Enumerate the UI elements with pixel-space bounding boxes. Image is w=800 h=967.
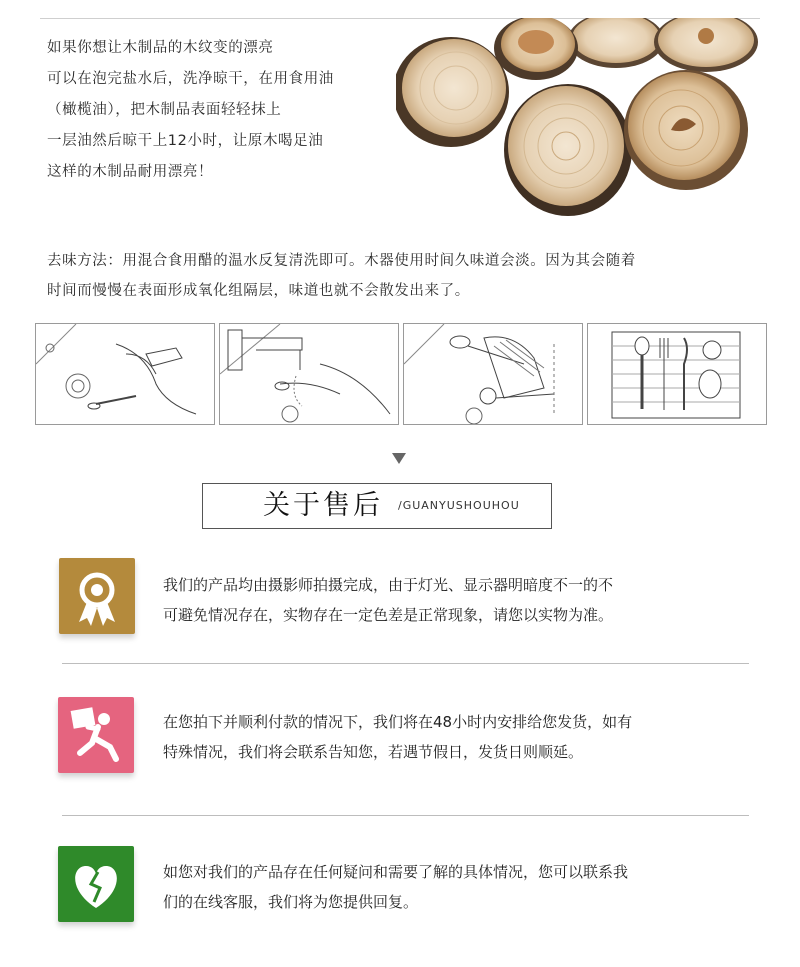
section-title: 关于售后: [263, 490, 383, 521]
delivery-courier-icon: [58, 697, 134, 773]
info-line: 们的在线客服，我们将为您提供回复。: [163, 893, 419, 911]
tips-line: 如果你想让木制品的木纹变的漂亮: [47, 40, 274, 56]
tips-line: （橄榄油），把木制品表面轻轻抹上: [47, 102, 282, 118]
tips-line: 这样的木制品耐用漂亮！: [47, 164, 214, 180]
broken-heart-icon: [58, 846, 134, 922]
step-illustration-3: [403, 323, 583, 425]
after-sales-title-box: [202, 483, 552, 529]
cleaning-steps-illustrations: [35, 323, 767, 425]
info-line: 特殊情况，我们将会联系告知您，若遇节假日，发货日则顺延。: [163, 743, 584, 761]
odor-line: 去味方法：用混合食用醋的温水反复清洗即可。木器使用时间久味道会淡。因为其会随着: [47, 253, 636, 269]
odor-line: 时间而慢慢在表面形成氧化组隔层，味道也就不会散发出来了。: [47, 283, 470, 299]
step-illustration-2: [219, 323, 399, 425]
odor-removal-text: [47, 246, 767, 306]
tips-line: 可以在泡完盐水后，洗净晾干，在用食用油: [47, 71, 334, 87]
section-divider: [62, 663, 749, 664]
arrow-down-icon: [392, 453, 406, 464]
wood-care-tips: [47, 33, 417, 188]
info-item-color-difference: [163, 570, 743, 630]
section-divider: [62, 815, 749, 816]
wood-slices-photo: [396, 18, 760, 230]
info-line: 可避免情况存在，实物存在一定色差是正常现象，请您以实物为准。: [163, 606, 614, 624]
info-item-shipping: [163, 707, 743, 767]
info-line: 如您对我们的产品存在任何疑问和需要了解的具体情况，您可以联系我: [163, 863, 629, 881]
tips-line: 一层油然后晾干上12小时，让原木喝足油: [47, 133, 324, 149]
info-line: 我们的产品均由摄影师拍摄完成，由于灯光、显示器明暗度不一的不: [163, 576, 614, 594]
step-illustration-1: [35, 323, 215, 425]
step-illustration-4: [587, 323, 767, 425]
award-ribbon-icon: [59, 558, 135, 634]
section-subtitle: /GUANYUSHOUHOU: [398, 499, 520, 512]
info-line: 在您拍下并顺利付款的情况下，我们将在48小时内安排给您发货，如有: [163, 713, 633, 731]
info-item-customer-service: [163, 857, 743, 917]
